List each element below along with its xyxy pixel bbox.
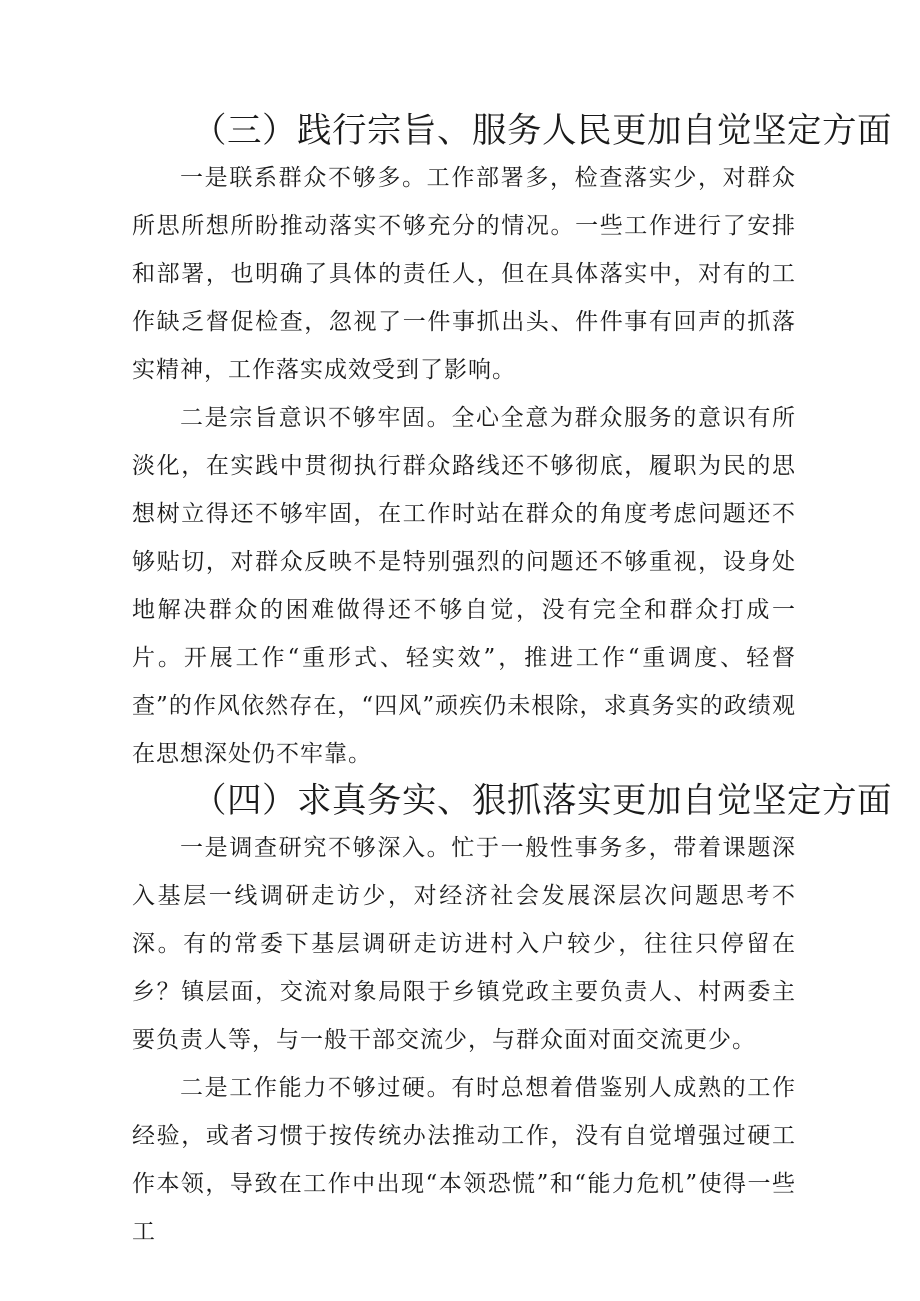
document-body [132,108,892,1256]
section-3-paragraph-2: 二是宗旨意识不够牢固。全心全意为群众服务的意识有所淡化，在实践中贯彻执行群众路线还不够彻底，履职为民的思想树立得还不够牢固，在工作时站在群众的角度考虑问题还不够贴切，对群众反映不是特别强烈的问题还不够重视，设身处地解决群众的困难做得还不够自觉，没有完全和群众打成一片。开展工作“重形式、轻实效”，推进工作“重调度、轻督查”的作风依然存在，“四风”顽疾仍未根除，求真务实的政绩观在思想深处仍不牢靠。 [132,405,796,767]
section-4-paragraph-2: 二是工作能力不够过硬。有时总想着借鉴别人成熟的工作经验，或者习惯于按传统办法推动工作，没有自觉增强过硬工作本领，导致在工作中出现“本领恐慌”和“能力危机”使得一些工 [132,1075,796,1245]
section-4-heading: （四）求真务实、狠抓落实更加自觉坚定方面 [192,781,892,821]
section-3-paragraph-1: 一是联系群众不够多。工作部署多，检查落实少，对群众所思所想所盼推动落实不够充分的情况。一些工作进行了安排和部署，也明确了具体的责任人，但在具体落实中，对有的工作缺乏督促检查，忽视了一件事抓出头、件件事有回声的抓落实精神，工作落实成效受到了影响。 [132,165,796,383]
section-3-heading: （三）践行宗旨、服务人民更加自觉坚定方面 [192,111,892,151]
section-4-paragraph-1: 一是调查研究不够深入。忙于一般性事务多，带着课题深入基层一线调研走访少，对经济社会发展深层次问题思考不深。有的常委下基层调研走访进村入户较少，往往只停留在乡？镇层面，交流对象局限于乡镇党政主要负责人、村两委主要负责人等，与一般干部交流少，与群众面对面交流更少。 [132,835,796,1053]
